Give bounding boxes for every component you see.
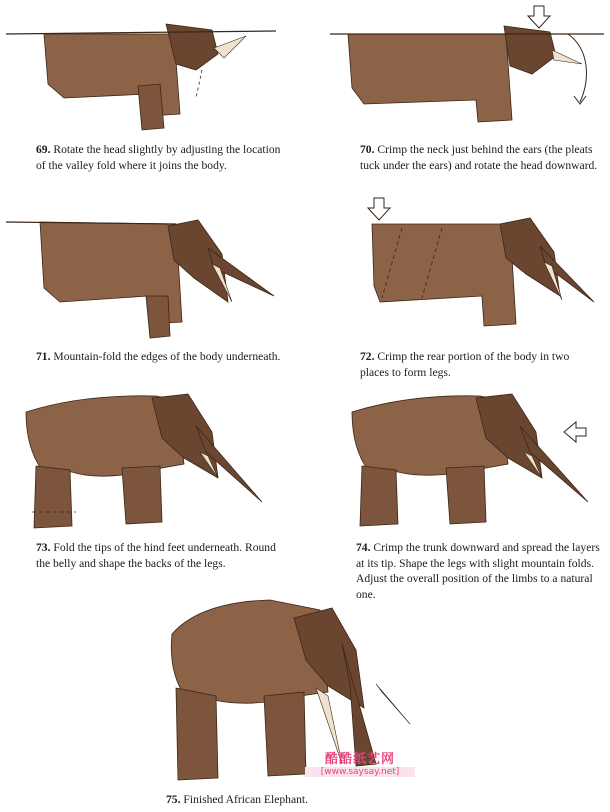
step-71-diagram xyxy=(0,212,300,342)
watermark-url: [www.saysay.net] xyxy=(305,767,415,777)
step-70-head xyxy=(504,26,556,74)
step-70-tusk xyxy=(552,50,582,64)
step-72-body xyxy=(372,224,516,326)
step-74-diagram xyxy=(340,384,610,530)
step-72-caption: 72. Crimp the rear portion of the body in two places to form legs. xyxy=(360,350,570,379)
watermark xyxy=(305,748,415,777)
step-74-front-leg xyxy=(446,466,486,524)
step-75-front-leg xyxy=(264,692,306,776)
step-69-caption: 69. Rotate the head slightly by adjusting the location of the valley fold where it joins the body. xyxy=(36,143,281,172)
step-73-hind-leg xyxy=(34,466,72,528)
step-70-diagram xyxy=(328,4,610,134)
watermark-site-name: 酷酷纸艺网 xyxy=(324,752,395,767)
step-71-leg xyxy=(146,296,170,338)
step-72-push-arrow-icon xyxy=(368,198,390,220)
step-70-rotate-arrow-icon xyxy=(568,34,586,102)
step-70-rotate-arrowhead-icon xyxy=(574,96,586,104)
step-73-front-leg xyxy=(122,466,162,524)
step-75-hind-leg xyxy=(176,688,218,780)
step-73-diagram xyxy=(12,386,282,532)
step-70-body xyxy=(348,34,512,122)
step-73-caption: 73. Fold the tips of the hind feet underneath. Round the belly and shape the backs of the legs. xyxy=(36,541,276,570)
step-70-push-arrow-icon xyxy=(528,6,550,28)
step-69-leg xyxy=(138,84,164,130)
step-69-valley-line xyxy=(196,70,202,98)
step-75-tusk-right xyxy=(376,684,410,724)
step-71-caption: 71. Mountain-fold the edges of the body underneath. xyxy=(36,350,281,363)
step-70-caption: 70. Crimp the neck just behind the ears (the pleats tuck under the ears) and rotate the head downward. xyxy=(360,143,598,172)
step-69-top-edge xyxy=(6,31,276,34)
step-74-caption: 74. Crimp the trunk downward and spread the layers at its tip. Shape the legs with slight mountain folds. Adjust the overall position of the limbs to a natural one. xyxy=(356,541,600,601)
step-69-diagram xyxy=(0,14,290,134)
step-74-push-arrow-icon xyxy=(564,422,586,442)
step-75-caption: 75. Finished African Elephant. xyxy=(166,793,309,806)
step-74-hind-leg xyxy=(360,466,398,526)
step-69-tusk xyxy=(214,36,246,58)
step-72-diagram xyxy=(330,196,610,342)
